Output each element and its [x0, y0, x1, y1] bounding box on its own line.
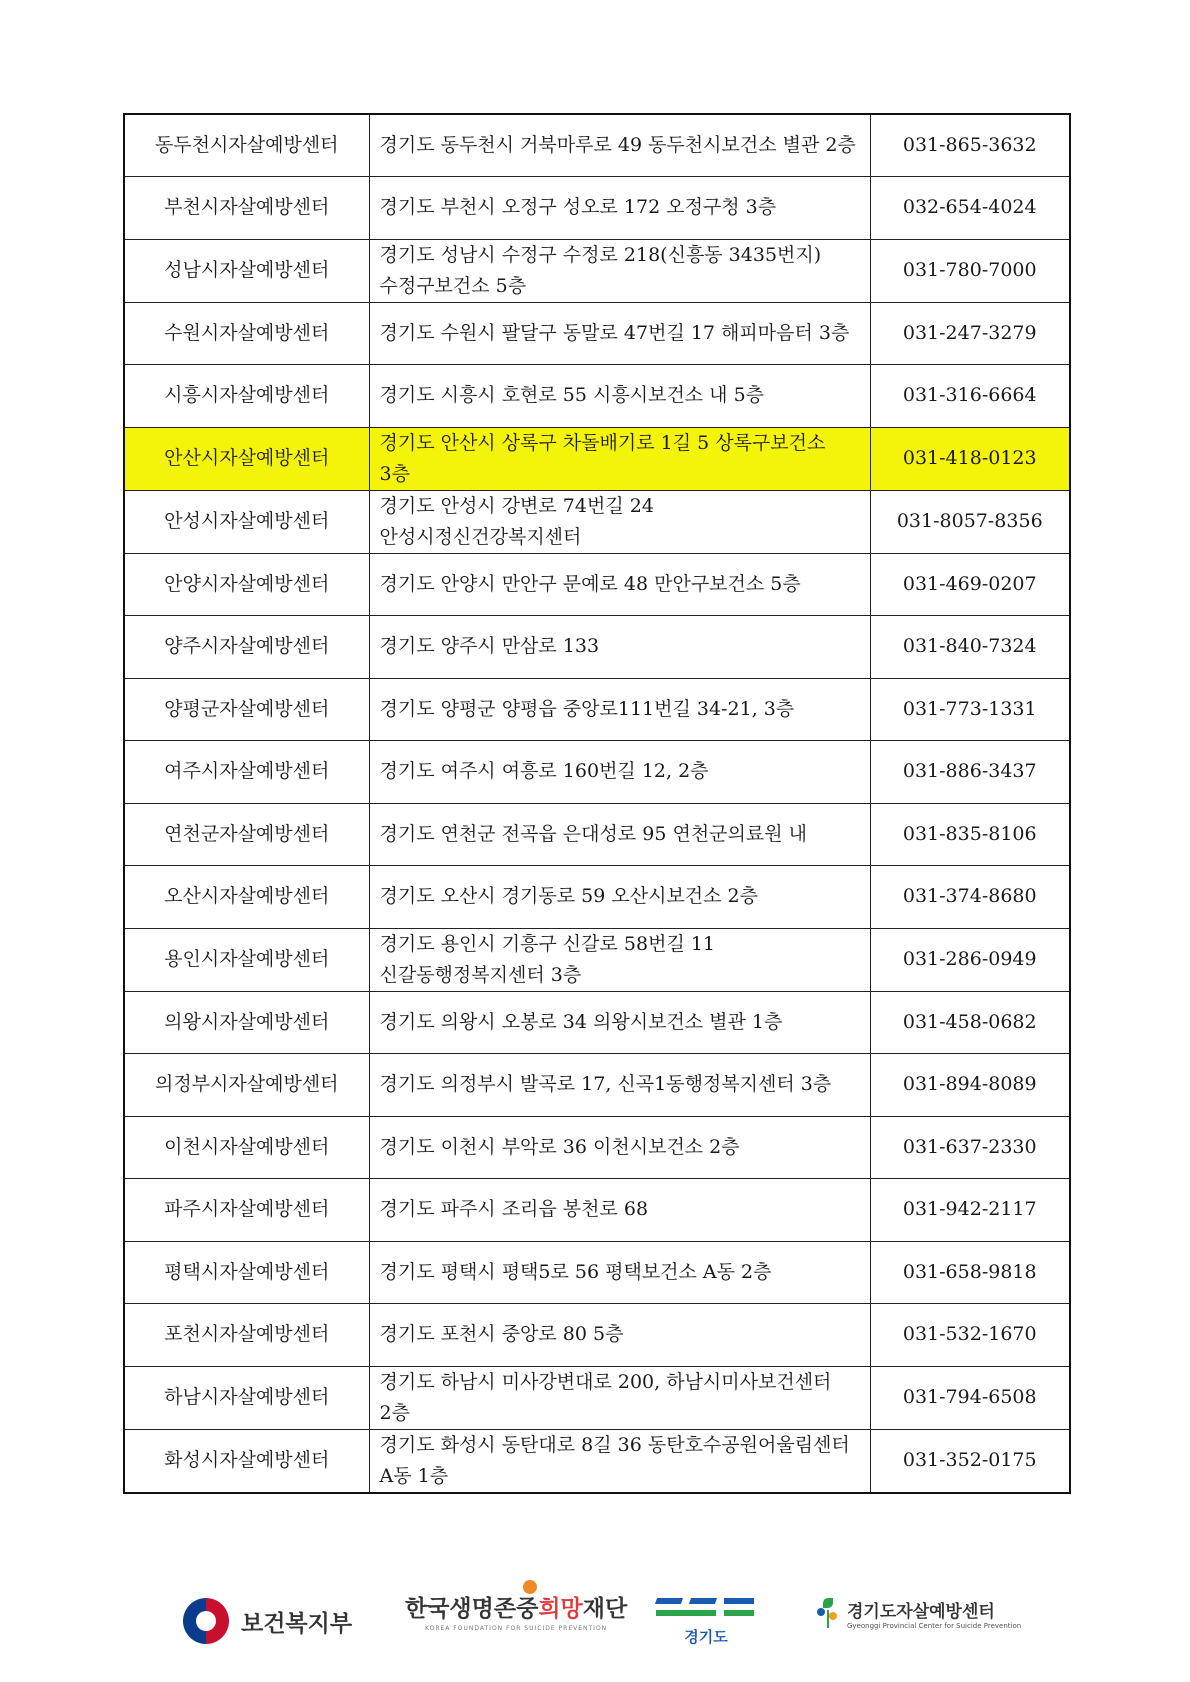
center-name-cell: 하남시자살예방센터	[124, 1366, 369, 1429]
table-row	[124, 678, 1070, 741]
table-row	[124, 490, 1070, 553]
address-cell: 경기도 연천군 전곡읍 은대성로 95 연천군의료원 내	[369, 803, 870, 866]
footer-logos	[0, 1590, 1190, 1660]
table-row	[124, 1366, 1070, 1429]
center-name-cell: 시흥시자살예방센터	[124, 365, 369, 428]
center-name-cell: 오산시자살예방센터	[124, 866, 369, 929]
center-name-cell: 용인시자살예방센터	[124, 928, 369, 991]
address-cell: 경기도 안성시 강변로 74번길 24 안성시정신건강복지센터	[369, 490, 870, 553]
address-cell: 경기도 평택시 평택5로 56 평택보건소 A동 2층	[369, 1241, 870, 1304]
gspc-logo	[815, 1596, 1021, 1630]
table-row	[124, 302, 1070, 365]
table-row	[124, 239, 1070, 302]
phone-cell: 031-637-2330	[870, 1116, 1070, 1179]
mohw-logo	[183, 1598, 352, 1644]
phone-cell: 031-780-7000	[870, 239, 1070, 302]
center-name-cell: 이천시자살예방센터	[124, 1116, 369, 1179]
address-cell: 경기도 파주시 조리읍 봉천로 68	[369, 1179, 870, 1242]
table-row	[124, 427, 1070, 490]
phone-cell: 031-865-3632	[870, 114, 1070, 177]
address-cell: 경기도 이천시 부악로 36 이천시보건소 2층	[369, 1116, 870, 1179]
center-name-cell: 화성시자살예방센터	[124, 1429, 369, 1493]
kfsp-label-pre: 한국생명존중	[405, 1596, 539, 1622]
center-name-cell: 부천시자살예방센터	[124, 177, 369, 240]
address-cell: 경기도 안산시 상록구 차돌배기로 1길 5 상록구보건소 3층	[369, 427, 870, 490]
address-cell: 경기도 동두천시 거북마루로 49 동두천시보건소 별관 2층	[369, 114, 870, 177]
person-icon	[523, 1580, 537, 1594]
phone-cell: 031-458-0682	[870, 991, 1070, 1054]
address-cell: 경기도 양주시 만삼로 133	[369, 616, 870, 679]
kfsp-label-hope: 희망	[538, 1596, 583, 1622]
table-row	[124, 177, 1070, 240]
gyeonggi-mark-icon	[656, 1594, 756, 1624]
address-cell: 경기도 성남시 수정구 수정로 218(신흥동 3435번지) 수정구보건소 5층	[369, 239, 870, 302]
leaf-person-icon	[815, 1596, 841, 1630]
table-row	[124, 928, 1070, 991]
center-name-cell: 연천군자살예방센터	[124, 803, 369, 866]
table-row	[124, 1179, 1070, 1242]
address-cell: 경기도 화성시 동탄대로 8길 36 동탄호수공원어울림센터 A동 1층	[369, 1429, 870, 1493]
center-name-cell: 수원시자살예방센터	[124, 302, 369, 365]
phone-cell: 031-469-0207	[870, 553, 1070, 616]
address-cell: 경기도 오산시 경기동로 59 오산시보건소 2층	[369, 866, 870, 929]
center-name-cell: 양주시자살예방센터	[124, 616, 369, 679]
address-cell: 경기도 의왕시 오봉로 34 의왕시보건소 별관 1층	[369, 991, 870, 1054]
table-row	[124, 1054, 1070, 1117]
table-row	[124, 803, 1070, 866]
table-row	[124, 365, 1070, 428]
table-row	[124, 1116, 1070, 1179]
gspc-label: 경기도자살예방센터	[847, 1601, 995, 1622]
taegeuk-icon	[183, 1598, 229, 1644]
phone-cell: 031-374-8680	[870, 866, 1070, 929]
table-row	[124, 741, 1070, 804]
address-cell: 경기도 하남시 미사강변대로 200, 하남시미사보건센터 2층	[369, 1366, 870, 1429]
kfsp-label	[405, 1590, 627, 1623]
phone-cell: 031-773-1331	[870, 678, 1070, 741]
phone-cell: 031-286-0949	[870, 928, 1070, 991]
center-name-cell: 동두천시자살예방센터	[124, 114, 369, 177]
center-name-cell: 안산시자살예방센터	[124, 427, 369, 490]
phone-cell: 031-352-0175	[870, 1429, 1070, 1493]
table-row	[124, 1304, 1070, 1367]
center-name-cell: 안양시자살예방센터	[124, 553, 369, 616]
address-cell: 경기도 시흥시 호현로 55 시흥시보건소 내 5층	[369, 365, 870, 428]
table-body	[124, 114, 1070, 1493]
phone-cell: 031-894-8089	[870, 1054, 1070, 1117]
phone-cell: 031-316-6664	[870, 365, 1070, 428]
table-row	[124, 1429, 1070, 1493]
center-name-cell: 성남시자살예방센터	[124, 239, 369, 302]
phone-cell: 031-658-9818	[870, 1241, 1070, 1304]
phone-cell: 031-886-3437	[870, 741, 1070, 804]
mohw-label: 보건복지부	[241, 1610, 353, 1637]
kfsp-label-post: 재단	[582, 1596, 628, 1622]
center-name-cell: 의정부시자살예방센터	[124, 1054, 369, 1117]
kfsp-logo	[405, 1590, 627, 1632]
center-name-cell: 파주시자살예방센터	[124, 1179, 369, 1242]
table-row	[124, 866, 1070, 929]
gyeonggi-logo	[656, 1594, 756, 1647]
phone-cell: 031-418-0123	[870, 427, 1070, 490]
gyeonggi-label: 경기도	[684, 1628, 728, 1646]
phone-cell: 031-835-8106	[870, 803, 1070, 866]
table-row	[124, 991, 1070, 1054]
address-cell: 경기도 부천시 오정구 성오로 172 오정구청 3층	[369, 177, 870, 240]
center-name-cell: 포천시자살예방센터	[124, 1304, 369, 1367]
table-row	[124, 553, 1070, 616]
center-directory-table	[123, 113, 1071, 1494]
phone-cell: 032-654-4024	[870, 177, 1070, 240]
center-name-cell: 안성시자살예방센터	[124, 490, 369, 553]
phone-cell: 031-942-2117	[870, 1179, 1070, 1242]
phone-cell: 031-794-6508	[870, 1366, 1070, 1429]
phone-cell: 031-532-1670	[870, 1304, 1070, 1367]
table-row	[124, 616, 1070, 679]
address-cell: 경기도 여주시 여흥로 160번길 12, 2층	[369, 741, 870, 804]
address-cell: 경기도 의정부시 발곡로 17, 신곡1동행정복지센터 3층	[369, 1054, 870, 1117]
address-cell: 경기도 양평군 양평읍 중앙로111번길 34-21, 3층	[369, 678, 870, 741]
table-row	[124, 114, 1070, 177]
address-cell: 경기도 수원시 팔달구 동말로 47번길 17 해피마음터 3층	[369, 302, 870, 365]
phone-cell: 031-8057-8356	[870, 490, 1070, 553]
center-name-cell: 평택시자살예방센터	[124, 1241, 369, 1304]
center-name-cell: 의왕시자살예방센터	[124, 991, 369, 1054]
table-row	[124, 1241, 1070, 1304]
address-cell: 경기도 안양시 만안구 문예로 48 만안구보건소 5층	[369, 553, 870, 616]
kfsp-subtitle: KOREA FOUNDATION FOR SUICIDE PREVENTION	[425, 1625, 608, 1632]
address-cell: 경기도 용인시 기흥구 신갈로 58번길 11 신갈동행정복지센터 3층	[369, 928, 870, 991]
phone-cell: 031-840-7324	[870, 616, 1070, 679]
address-cell: 경기도 포천시 중앙로 80 5층	[369, 1304, 870, 1367]
gspc-subtitle: Gyeonggi Provincial Center for Suicide Prevention	[847, 1621, 1022, 1630]
center-name-cell: 양평군자살예방센터	[124, 678, 369, 741]
center-name-cell: 여주시자살예방센터	[124, 741, 369, 804]
phone-cell: 031-247-3279	[870, 302, 1070, 365]
